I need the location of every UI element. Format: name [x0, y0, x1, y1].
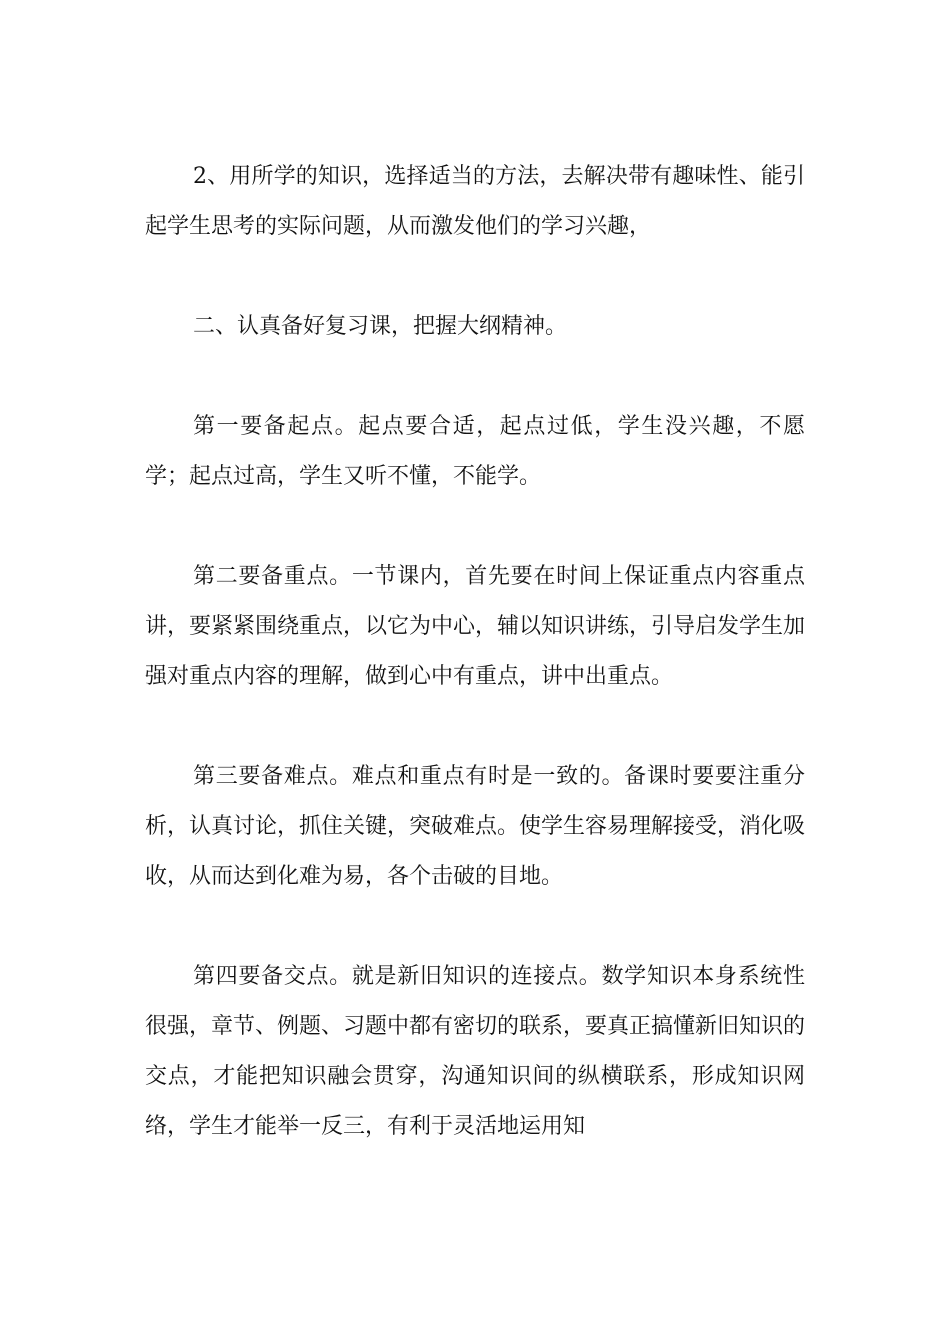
- section-heading-two: 二、认真备好复习课，把握大纲精神。: [193, 314, 568, 339]
- paragraph-key-point: 第二要备重点。一节课内，首先要在时间上保证重点内容重点讲，要紧紧围绕重点，以它为中心，辅以知识讲练，引导启发学生加强对重点内容的理解，做到心中有重点，讲中出重点。: [145, 564, 806, 689]
- paragraph-difficult-point: 第三要备难点。难点和重点有时是一致的。备课时要要注重分析，认真讨论，抓住关键，突破难点。使学生容易理解接受，消化吸收，从而达到化难为易，各个击破的目地。: [145, 764, 806, 889]
- paragraph-starting-point: 第一要备起点。起点要合适，起点过低，学生没兴趣，不愿学；起点过高，学生又听不懂，不能学。: [145, 414, 805, 489]
- paragraph-intersection-point: 第四要备交点。就是新旧知识的连接点。数学知识本身系统性很强，章节、例题、习题中都有密切的联系，要真正搞懂新旧知识的交点，才能把知识融会贯穿，沟通知识间的纵横联系，形成知识网络，学生才能举一反三，有利于灵活地运用知: [145, 964, 806, 1139]
- document-body: [145, 152, 805, 1152]
- paragraph-item-2: 2、用所学的知识，选择适当的方法，去解决带有趣味性、能引起学生思考的实际问题，从而激发他们的学习兴趣，: [145, 164, 805, 239]
